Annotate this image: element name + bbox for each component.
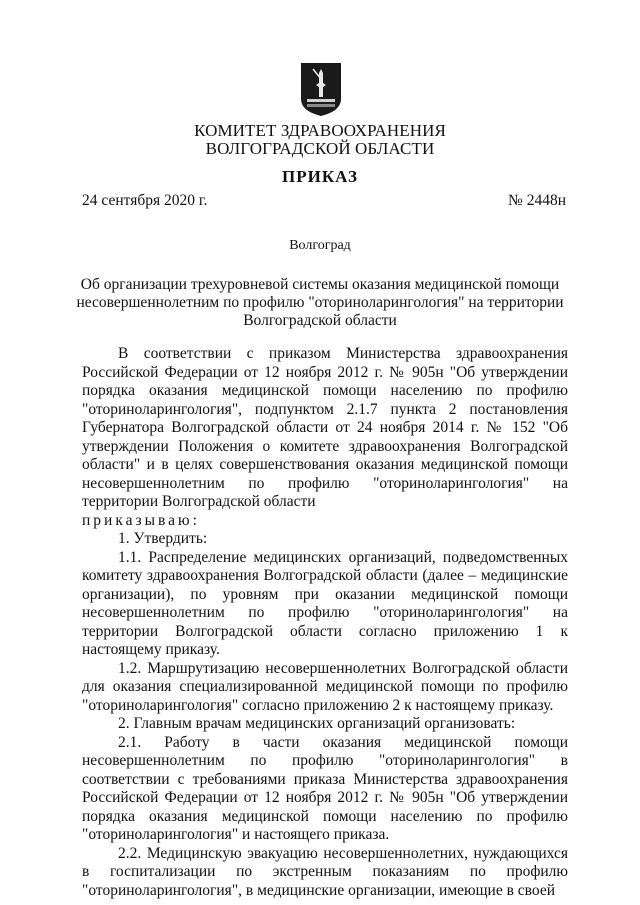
document-number: № 2448н [508,192,566,209]
document-date: 24 сентября 2020 г. [82,192,208,209]
org-name-line1: КОМИТЕТ ЗДРАВООХРАНЕНИЯ [194,121,446,140]
item-1: 1. Утвердить: [118,530,208,547]
document-city: Волгоград [289,238,351,253]
item-1-1: 1.1. Распределение медицинских организаций, подведомственных комитету здравоохранения Волгоградской области (далее – медицинские организации), по уровням при оказании медицинской помощи несовершеннолетним по профилю "оториноларингология" на территории Волгоградской области согласно приложению 1 к настоящему приказу. [82,548,568,658]
item-2: 2. Главным врачам медицинских организаций организовать: [118,715,516,732]
document-type: ПРИКАЗ [282,167,358,186]
orders-word: приказываю: [82,511,200,529]
item-2-2: 2.2. Медицинскую эвакуацию несовершеннолетних, нуждающихся в госпитализации по экстренным показаниям по профилю "оториноларингология", в медицинские организации, имеющие в своей [82,844,568,899]
item-1-2: 1.2. Маршрутизацию несовершеннолетних Волгоградской области для оказания специализированной медицинской помощи по профилю "оториноларингология" согласно приложению 2 к настоящему приказу. [82,659,568,714]
volgograd-emblem-icon [299,61,343,117]
document-title: Об организации трехуровневой системы оказания медицинской помощи несовершеннолетним по профилю "оториноларингология" на территории Волгоградской области [76,276,564,329]
preamble-paragraph: В соответствии с приказом Министерства здравоохранения Российской Федерации от 12 ноября 2012 г. № 905н "Об утверждении порядка оказания медицинской помощи населению по профилю "оториноларингология", подпунктом 2.1.7 пункта 2 постановления Губернатора Волгоградской области от 24 ноября 2014 г. № 152 "Об утверждении Положения о комитете здравоохранения Волгоградской области" и в целях совершенствования оказания медицинской помощи несовершеннолетним по профилю "оториноларингология" на территории Волгоградской области [82,345,568,510]
document-body [82,345,568,900]
item-2-1: 2.1. Работу в части оказания медицинской помощи несовершеннолетним по профилю "оториноларингология" в соответствии с требованиями приказа Министерства здравоохранения Российской Федерации от 12 ноября 2012 г. № 905н "Об утверждении порядка оказания медицинской помощи населению по профилю "оториноларингология" и настоящего приказа. [82,733,568,843]
org-name-line2: ВОЛГОГРАДСКОЙ ОБЛАСТИ [205,139,435,158]
